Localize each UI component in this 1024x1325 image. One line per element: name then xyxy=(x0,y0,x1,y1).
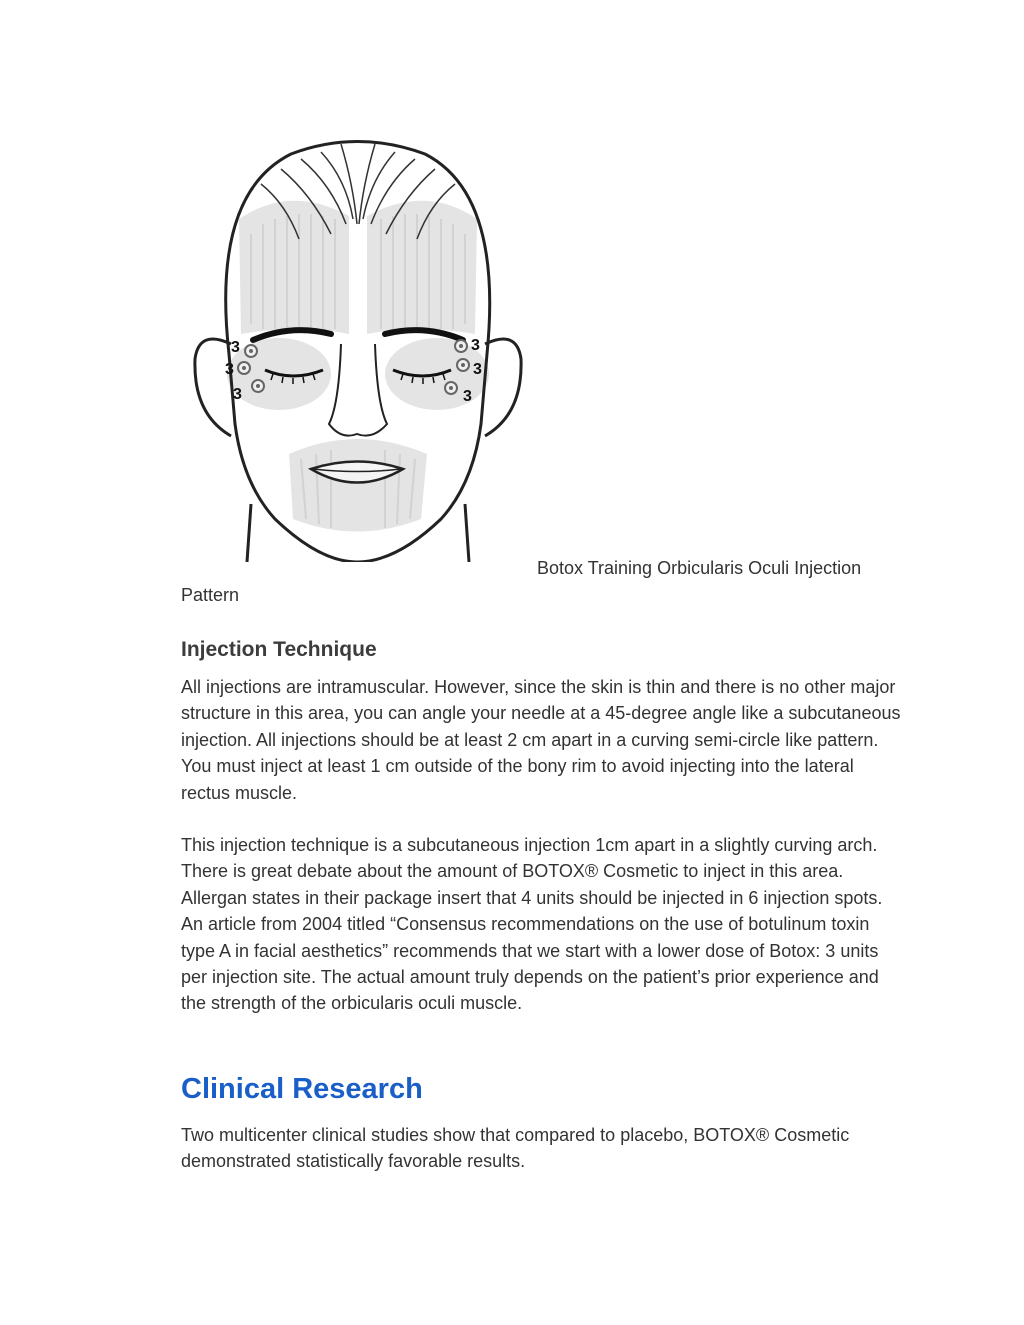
injection-unit-label: 3 xyxy=(473,361,482,378)
section-heading-clinical-research: Clinical Research xyxy=(181,1073,423,1105)
injection-unit-label: 3 xyxy=(231,339,240,356)
paragraph-injection-technique-2: This injection technique is a subcutaneous injection 1cm apart in a slightly curving arch. There is great debate about the amount of BOTOX® Cosmetic to inject in this area. Allergan states in their package insert that 4 units should be injected in 6 injection spots. An article from 2004 titled “Consensus recommendations on the use of botulinum toxin type A in facial aesthetics” recommends that we start with a lower dose of Botox: 3 units per injection site. The actual amount truly depends on the patient’s prior experience and the strength of the orbicularis oculi muscle. xyxy=(181,835,883,1014)
injection-unit-label: 3 xyxy=(463,388,472,405)
injection-unit-label: 3 xyxy=(233,386,242,403)
face-injection-diagram xyxy=(181,124,534,562)
injection-unit-label: 3 xyxy=(471,337,480,354)
injection-unit-label: 3 xyxy=(225,361,234,378)
section-heading-injection-technique: Injection Technique xyxy=(181,638,377,661)
paragraph-clinical-research: Two multicenter clinical studies show that compared to placebo, BOTOX® Cosmetic demonstrated statistically favorable results. xyxy=(181,1125,850,1172)
figure-caption-line1: Botox Training Orbicularis Oculi Injection xyxy=(537,558,862,578)
paragraph-injection-technique-1: All injections are intramuscular. However, since the skin is thin and there is no other major structure in this area, you can angle your needle at a 45-degree angle like a subcutaneous injection. All injections should be at least 2 cm apart in a curving semi-circle like pattern. You must inject at least 1 cm outside of the bony rim to avoid injecting into the lateral rectus muscle. xyxy=(181,677,901,803)
face-illustration xyxy=(181,124,534,562)
figure-caption-line2: Pattern xyxy=(181,585,240,605)
